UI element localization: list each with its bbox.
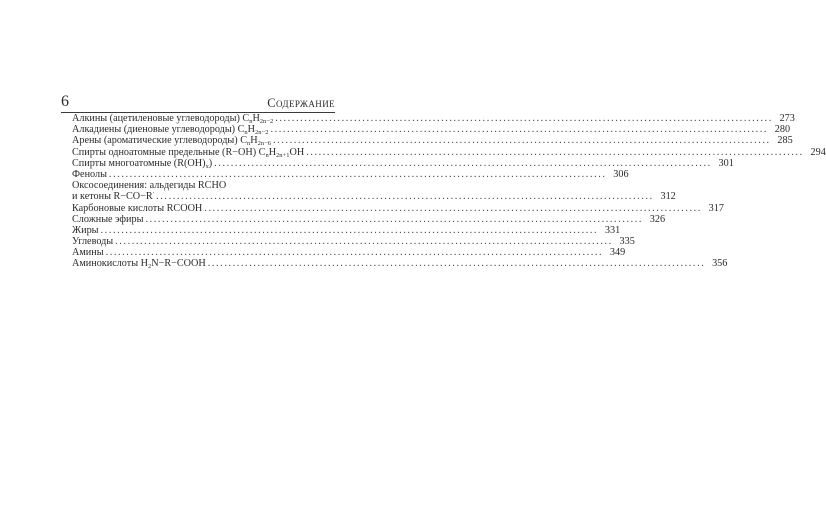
toc-entry <box>72 124 791 137</box>
toc-entry-title <box>72 247 104 258</box>
toc-page-number: 285 <box>777 135 793 147</box>
toc-page-number: 306 <box>613 168 629 180</box>
toc-title-text: Жиры <box>72 224 99 236</box>
toc-title-text: ) <box>208 157 213 169</box>
toc-title-text: H <box>252 113 260 124</box>
toc-entry <box>72 180 334 191</box>
toc-entry-title <box>72 169 107 180</box>
toc-title-subscript: 2n−2 <box>259 118 274 125</box>
toc-page-number: 317 <box>708 202 724 214</box>
toc-dot-leader: ........................................................................................................................ <box>105 247 604 259</box>
toc-dot-leader: ........................................................................................................................ <box>275 113 773 124</box>
running-title: Содержание <box>267 96 335 110</box>
toc-dot-leader: ........................................................................................................................ <box>108 168 607 180</box>
toc-title-subscript: 2n+1 <box>276 151 290 159</box>
toc-entry <box>72 168 629 180</box>
toc-title-text: Аминокислоты H <box>72 258 148 270</box>
toc-entry <box>72 113 795 125</box>
toc-title-text: Углеводы <box>72 236 114 248</box>
toc-title-subscript: n <box>265 151 269 159</box>
toc-entry-title <box>72 258 206 269</box>
toc-entry-title <box>72 203 202 214</box>
toc-entry <box>72 135 793 148</box>
toc-page-number: 294 <box>810 146 826 158</box>
toc-title-subscript: n <box>247 140 251 148</box>
toc-page-number: 312 <box>660 191 676 203</box>
toc-entry <box>72 247 626 259</box>
toc-entry <box>72 202 724 214</box>
page-number: 6 <box>61 93 69 110</box>
toc-entry <box>72 191 676 203</box>
toc-page-number: 331 <box>604 224 621 236</box>
toc-dot-leader: ........................................................................................................................ <box>100 224 599 236</box>
toc-title-text: Оксосоединения: альдегиды RCHO <box>72 180 227 192</box>
table-of-contents <box>72 113 826 271</box>
toc-dot-leader: ........................................................................................................................ <box>156 191 654 203</box>
toc-entry <box>72 258 728 271</box>
toc-entry <box>72 146 826 159</box>
toc-entry-title <box>72 158 212 169</box>
toc-page-number: 326 <box>649 213 666 225</box>
toc-title-subscript: x <box>205 162 209 170</box>
toc-entry-title <box>72 180 226 191</box>
toc-title-text: Сложные эфиры <box>72 213 144 225</box>
toc-page-number: 280 <box>774 124 791 136</box>
toc-entry-title <box>72 214 143 225</box>
toc-title-text: и кетоны R−CO−R <box>72 191 153 203</box>
toc-title-text: Спирты многоатомные (R(OH) <box>72 157 206 169</box>
toc-dot-leader: ........................................................................................................................ <box>214 157 712 169</box>
toc-title-subscript: 2n−2 <box>255 129 269 137</box>
toc-entry-title <box>72 236 113 247</box>
toc-dot-leader: ........................................................................................................................ <box>115 236 613 248</box>
toc-title-text: Фенолы <box>72 168 107 180</box>
toc-entry-title <box>72 191 154 202</box>
toc-dot-leader: ........................................................................................................................ <box>273 135 771 147</box>
toc-entry-title <box>72 147 304 158</box>
toc-title-text: OH <box>289 146 305 158</box>
toc-entry-title <box>72 124 268 135</box>
toc-title-text: H <box>247 124 256 136</box>
toc-page-number: 356 <box>712 258 728 270</box>
toc-title-subscript: n <box>244 129 248 137</box>
toc-title-subscript: 2 <box>147 263 152 271</box>
toc-title-text: Спирты одноатомные предельные (R−OH) C <box>72 146 266 158</box>
toc-entry <box>72 213 666 225</box>
toc-page-number: 301 <box>718 157 734 169</box>
toc-dot-leader: ........................................................................................................................ <box>145 213 644 225</box>
toc-entry-title <box>72 225 99 236</box>
toc-title-text: Алкины (ацетиленовые углеводороды) C <box>72 113 250 124</box>
toc-entry <box>72 236 635 248</box>
toc-page-number: 335 <box>619 236 635 248</box>
toc-title-text: Алкадиены (диеновые углеводороды) C <box>72 124 245 136</box>
toc-dot-leader: ........................................................................................................................ <box>306 146 804 158</box>
toc-page-number: 349 <box>609 247 626 259</box>
toc-page-number: 273 <box>779 113 795 124</box>
toc-dot-leader: ........................................................................................................................ <box>204 202 702 214</box>
toc-entry-title <box>72 113 273 124</box>
toc-dot-leader: ........................................................................................................................ <box>207 258 706 270</box>
toc-title-text: H <box>268 146 277 158</box>
toc-dot-leader: ........................................................................................................................ <box>270 124 769 136</box>
toc-title-text: Карбоновые кислоты RCOOH <box>72 202 203 214</box>
toc-entry <box>72 157 734 170</box>
toc-title-superscript: ′ <box>152 191 155 199</box>
toc-title-subscript: 2n−6 <box>257 140 272 148</box>
toc-title-text: N−R−COOH <box>151 258 206 270</box>
toc-entry <box>72 224 621 236</box>
toc-entry-title <box>72 135 271 146</box>
toc-title-text: Арены (ароматические углеводороды) C <box>72 135 247 147</box>
toc-title-text: H <box>250 135 258 147</box>
toc-title-text: Амины <box>72 247 104 259</box>
toc-title-subscript: n <box>249 118 253 125</box>
page-header <box>61 93 335 111</box>
